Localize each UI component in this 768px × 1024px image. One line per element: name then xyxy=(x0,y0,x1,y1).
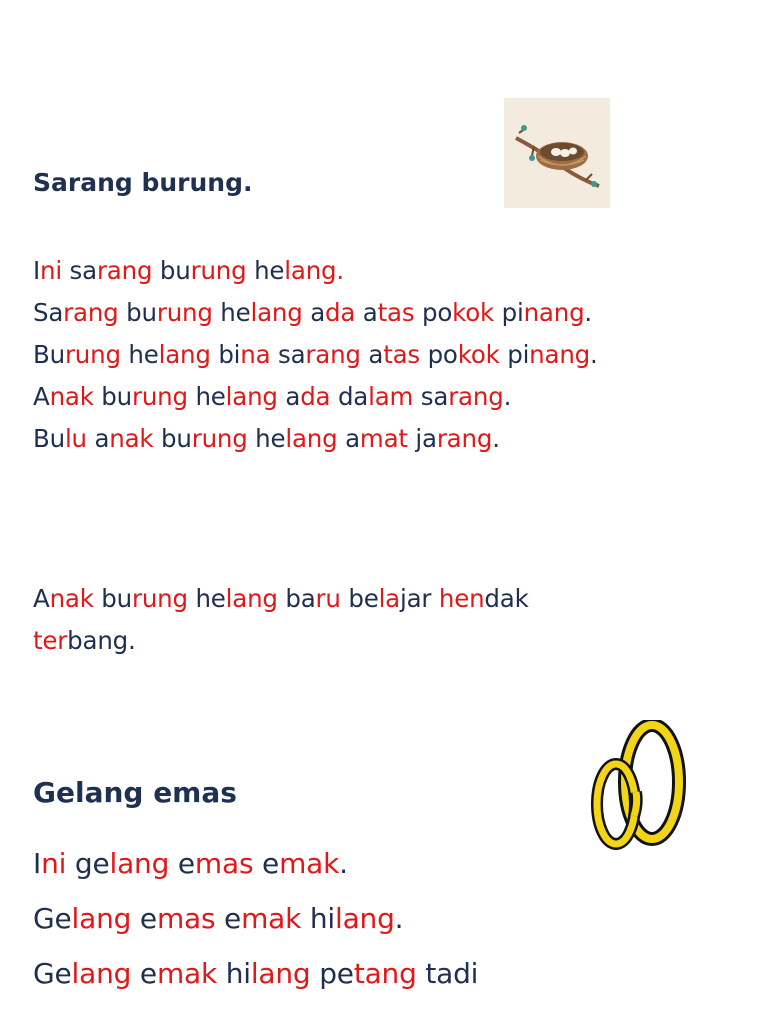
syllable-text: a xyxy=(302,298,326,327)
syllable-highlight: tas xyxy=(383,340,420,369)
syllable-text: . xyxy=(339,847,348,880)
syllable-highlight: rang xyxy=(448,382,504,411)
paragraph-line xyxy=(33,340,598,369)
syllable-text: e xyxy=(131,902,157,935)
syllable-highlight: na xyxy=(240,340,271,369)
syllable-highlight: rang xyxy=(436,424,493,453)
syllable-highlight: ni xyxy=(40,256,62,285)
syllable-text: hi xyxy=(217,957,251,990)
syllable-text: a xyxy=(360,340,384,369)
syllable-highlight: rung xyxy=(156,298,213,327)
syllable-text: e xyxy=(169,847,195,880)
paragraph-line xyxy=(33,382,511,411)
syllable-text: Sa xyxy=(33,298,64,327)
syllable-text: pi xyxy=(499,340,530,369)
syllable-highlight: lang xyxy=(250,957,311,990)
syllable-highlight: rang xyxy=(96,256,153,285)
syllable-highlight: lam xyxy=(368,382,414,411)
syllable-highlight: nak xyxy=(49,382,94,411)
syllable-highlight: ter xyxy=(33,626,68,655)
syllable-highlight: lang xyxy=(71,957,132,990)
syllable-highlight: la xyxy=(378,584,400,613)
syllable-highlight: lang xyxy=(225,584,278,613)
syllable-text: A xyxy=(33,382,50,411)
syllable-text: Bu xyxy=(33,340,65,369)
paragraph-line xyxy=(33,626,136,655)
paragraph-line xyxy=(33,847,348,880)
paragraph-line xyxy=(33,256,344,285)
syllable-text: bu xyxy=(152,256,191,285)
syllable-text: pi xyxy=(494,298,524,327)
syllable-text: dak xyxy=(484,584,529,613)
syllable-text: Ge xyxy=(33,957,72,990)
syllable-text: e xyxy=(215,902,242,935)
syllable-text: jar xyxy=(400,584,439,613)
syllable-text: . xyxy=(394,902,404,935)
bird-nest-icon xyxy=(504,98,610,208)
paragraph-line xyxy=(33,424,500,453)
syllable-text: he xyxy=(247,424,286,453)
paragraph-line xyxy=(33,957,478,990)
syllable-highlight: nak xyxy=(49,584,94,613)
syllable-text: I xyxy=(33,847,42,880)
syllable-highlight: nang xyxy=(523,298,585,327)
syllable-text: sa xyxy=(270,340,306,369)
syllable-highlight: rung xyxy=(131,584,188,613)
syllable-highlight: nak xyxy=(109,424,154,453)
syllable-highlight: lang xyxy=(334,902,395,935)
syllable-highlight: rang xyxy=(305,340,361,369)
syllable-text: bi xyxy=(210,340,241,369)
syllable-text: . xyxy=(492,424,500,453)
syllable-text: da xyxy=(330,382,369,411)
syllable-highlight: rung xyxy=(131,382,188,411)
syllable-text: a xyxy=(355,298,378,327)
syllable-highlight: rung xyxy=(64,340,121,369)
syllable-highlight: nang xyxy=(529,340,590,369)
syllable-highlight: rang xyxy=(63,298,119,327)
syllable-highlight: mat xyxy=(359,424,408,453)
syllable-text: ja xyxy=(407,424,437,453)
syllable-highlight: kok xyxy=(457,340,500,369)
syllable-text: . xyxy=(503,382,512,411)
syllable-highlight: mak xyxy=(279,847,340,880)
syllable-text: e xyxy=(253,847,280,880)
syllable-highlight: rung xyxy=(190,256,247,285)
section-title-sarang-burung: Sarang burung. xyxy=(33,168,253,197)
syllable-text: ba xyxy=(277,584,316,613)
syllable-text: I xyxy=(33,256,41,285)
syllable-text: bu xyxy=(93,382,132,411)
syllable-text: Ge xyxy=(33,902,72,935)
syllable-highlight: kok xyxy=(452,298,495,327)
syllable-text: sa xyxy=(61,256,97,285)
syllable-highlight: rung xyxy=(191,424,248,453)
syllable-highlight: mak xyxy=(241,902,302,935)
syllable-highlight: lang xyxy=(71,902,132,935)
syllable-text: A xyxy=(33,584,50,613)
syllable-highlight: lang xyxy=(285,424,338,453)
syllable-text: be xyxy=(340,584,379,613)
syllable-highlight: lang xyxy=(225,382,278,411)
syllable-text: he xyxy=(187,584,226,613)
syllable-text: . xyxy=(584,298,593,327)
syllable-text: a xyxy=(277,382,301,411)
syllable-text: bu xyxy=(153,424,192,453)
syllable-text: bu xyxy=(93,584,132,613)
syllable-highlight: lang xyxy=(158,340,211,369)
gold-rings-icon xyxy=(588,720,692,852)
syllable-text: a xyxy=(337,424,360,453)
syllable-highlight: lang xyxy=(109,847,170,880)
syllable-text: bang. xyxy=(67,626,136,655)
syllable-text: bu xyxy=(118,298,157,327)
syllable-text: he xyxy=(212,298,251,327)
syllable-text: he xyxy=(187,382,226,411)
syllable-text: a xyxy=(86,424,110,453)
paragraph-line xyxy=(33,298,592,327)
syllable-text: tadi xyxy=(416,957,479,990)
syllable-text: po xyxy=(414,298,453,327)
syllable-text: po xyxy=(419,340,458,369)
syllable-text: hi xyxy=(301,902,335,935)
syllable-highlight: mak xyxy=(156,957,217,990)
syllable-highlight: ni xyxy=(41,847,67,880)
syllable-text: Bu xyxy=(33,424,65,453)
syllable-highlight: lang. xyxy=(284,256,344,285)
syllable-highlight: tang xyxy=(353,957,417,990)
syllable-highlight: lu xyxy=(64,424,87,453)
syllable-text: . xyxy=(590,340,598,369)
syllable-highlight: tas xyxy=(377,298,415,327)
syllable-text: sa xyxy=(413,382,449,411)
syllable-highlight: da xyxy=(325,298,356,327)
syllable-text: pe xyxy=(310,957,354,990)
paragraph-line xyxy=(33,902,403,935)
syllable-highlight: mas xyxy=(194,847,254,880)
syllable-text: he xyxy=(120,340,159,369)
syllable-text: ge xyxy=(66,847,110,880)
section-title-gelang-emas: Gelang emas xyxy=(33,776,237,809)
syllable-text: he xyxy=(246,256,285,285)
paragraph-line xyxy=(33,584,529,613)
syllable-highlight: hen xyxy=(438,584,485,613)
syllable-highlight: mas xyxy=(156,902,216,935)
syllable-text: e xyxy=(131,957,157,990)
syllable-highlight: lang xyxy=(250,298,303,327)
syllable-highlight: ru xyxy=(315,584,341,613)
syllable-highlight: da xyxy=(300,382,331,411)
